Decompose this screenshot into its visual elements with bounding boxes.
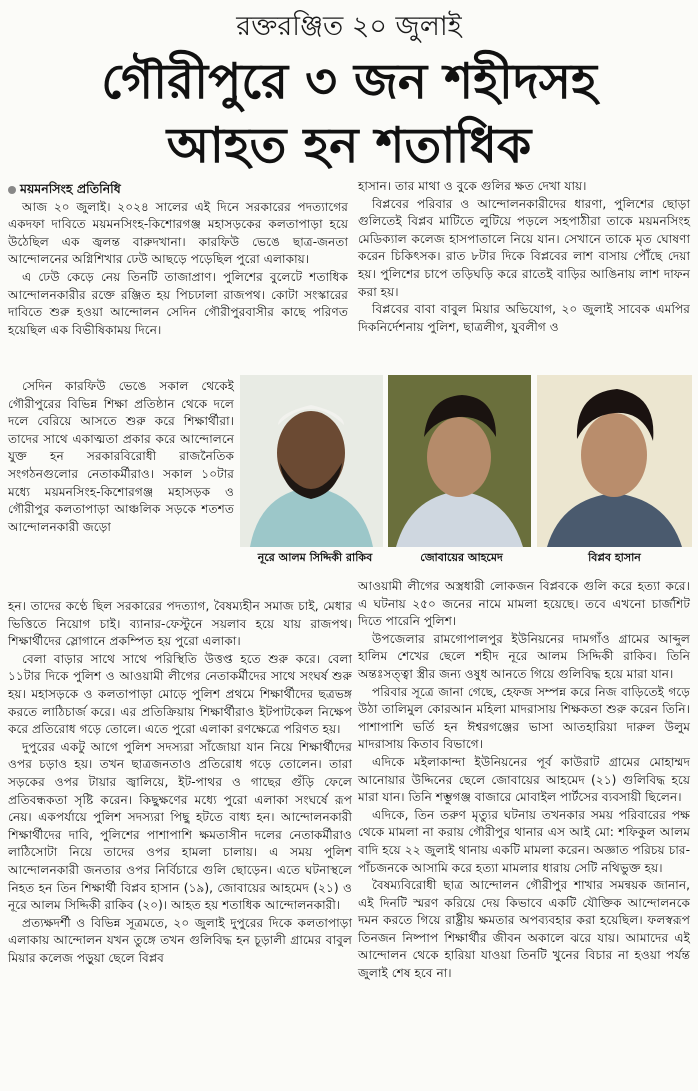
- paragraph: বৈষম্যবিরোধী ছাত্র আন্দোলন গৌরীপুর শাখার সমন্বয়ক জানান, এই দিনটি স্মরণ করিয়ে দেয় কিভাবে একটি যৌক্তিক আন্দোলনকে দমন করতে গিয়ে রাষ্ট্রীয় ক্ষমতার অপব্যবহার করা হয়েছিল। ফলস্বরূপ তিনজন নিষ্পাপ শিক্ষার্থীর জীবন অকালে ঝরে যায়। আমাদের এই আন্দোলন থেকে হারিয়া যাওয়া তিনটি খুনের বিচার না হওয়া পর্যন্ত জুলাই শেষ হবে না।: [358, 878, 690, 981]
- article-column-1-top: [8, 180, 348, 339]
- paragraph: আজ ২০ জুলাই। ২০২৪ সালের এই দিনে সরকারের পদত্যাগের একদফা দাবিতে ময়মনসিংহ-কিশোরগঞ্জ মহাসড়কের কলতাপাড়া হয়ে উঠেছিল এক জ্বলন্ত বারুদখানা। কারফিউ ভেঙে ছাত্র-জনতা আন্দোলনের অগ্নিশিখার ঢেউ আছড়ে পড়েছিল পুরো এলাকায়।: [8, 199, 348, 267]
- paragraph: বিপ্লবের পরিবার ও আন্দোলনকারীদের ধারণা, পুলিশের ছোড়া গুলিতেই বিপ্লব মাটিতে লুটিয়ে পড়লে সহপাঠীরা তাকে ময়মনসিংহ মেডিক্যাল কলেজ হাসপাতালে নিয়ে যান। সেখানে তাকে মৃত ঘোষণা করেন চিকিৎসক। রাত ৮টার দিকে বিপ্লবের লাশ বাসায় পৌঁছে দেয়া হয়। পুলিশের চাপে তড়িঘড়ি করে রাতেই বাড়ির আঙিনায় লাশ দাফন করা হয়।: [358, 196, 690, 299]
- kicker-title: রক্তরঞ্জিত ২০ জুলাই: [236, 11, 462, 42]
- paragraph: এদিকে, তিন তরুণ মৃত্যুর ঘটনায় তখনকার সময় পরিবারের পক্ষ থেকে মামলা না করায় গৌরীপুর থানার এস আই মো: শফিকুল আলম বাদি হয়ে ২২ জুলাই থানায় একটি মামলা করেন। অজ্ঞাত পরিচয় চার-পাঁচজনকে আসামি করে হত্যা মামলার ধারায় সেটি নথিভুক্ত হয়।: [358, 807, 690, 875]
- person-portrait-icon: [240, 375, 383, 547]
- paragraph: সেদিন কারফিউ ভেঙে সকাল থেকেই গৌরীপুরের বিভিন্ন শিক্ষা প্রতিষ্ঠান থেকে দলে দলে বেরিয়ে আসতে শুরু করে শিক্ষার্থীরা। তাদের সাথে একাত্মতা প্রকার করে আন্দোলনে যুক্ত হন সরকারবিরোধী রাজনৈতিক সংগঠনগুলোর নেতাকর্মীরাও। সকাল ১০টার মধ্যে ময়মনসিংহ-কিশোরগঞ্জ মহাসড়ক ও গৌরীপুর কলতাপাড়া আঞ্চলিক সড়কে শতশত আন্দোলনকারী জড়ো: [8, 379, 234, 534]
- paragraph: হাসান। তার মাথা ও বুকে গুলির ক্ষত দেখা যায়।: [358, 179, 587, 193]
- photo-caption: জোবায়ের আহমেদ: [420, 551, 503, 564]
- article-column-1-beside-photos: [8, 378, 234, 536]
- paragraph: হন। তাদের কণ্ঠে ছিল সরকারের পদত্যাগ, বৈষম্যহীন সমাজ চাই, মেধার ভিত্তিতে নিয়োগ চাই। ব্যানার-ফেস্টুনে সয়লাব হয়ে যায় রাজপথ। শিক্ষার্থীদের স্লোগানে প্রকম্পিত হয় পুরো এলাকা।: [8, 599, 352, 649]
- paragraph: দুপুরের একটু আগে পুলিশ সদস্যরা সাঁজোয়া যান নিয়ে শিক্ষার্থীদের ওপর চড়াও হয়। তখন ছাত্রজনতাও প্রতিরোধ গড়ে তোলেন। তারা সড়কের ওপর টায়ার জ্বালিয়ে, ইট-পাথর ও গাছের গুঁড়ি ফেলে প্রতিবন্ধকতা সৃষ্টি করেন। কিছুক্ষণের মধ্যে পুরো এলাকা সংঘর্ষে রূপ নেয়। একপর্যায়ে পুলিশ সদস্যরা পিছু হটতে বাধ্য হন। আন্দোলনকারী শিক্ষার্থীদের দাবি, পুলিশের পাশাপাশি ক্ষমতাসীন দলের নেতাকর্মীরাও লাঠিসোটা নিয়ে তাদের ওপর হামলা চালায়। এ সময় পুলিশ আন্দোলনকারী জনতার ওপর নির্বিচারে গুলি ছোড়েন। এতে ঘটনাস্থলে নিহত হন তিন শিক্ষার্থী বিপ্লব হাসান (১৯), জোবায়ের আহমেদ (২১) ও নূরে আলম সিদ্দিকী রাকিব (২০)। আহত হয় শতাধিক আন্দোলনকারী।: [8, 739, 352, 913]
- paragraph: এ ঢেউ কেড়ে নেয় তিনটি তাজাপ্রাণ। পুলিশের বুলেটে শতাধিক আন্দোলনকারীর রক্তে রঞ্জিত হয় পিচঢালা রাজপথ। কোটা সংস্কারের দাবিতে শুরু হওয়া আন্দোলন সেদিন গৌরীপুরবাসীর কাছে পরিণত হয়েছিল এক বিভীষিকাময় দিনে।: [8, 269, 348, 337]
- person-portrait-icon: [388, 375, 531, 547]
- paragraph: আওয়ামী লীগের অস্ত্রধারী লোকজন বিপ্লবকে গুলি করে হত্যা করে। এ ঘটনায় ২৫০ জনের নামে মামলা হয়েছে। তবে এখনো চার্জশিট দিতে পারেনি পুলিশ।: [358, 579, 690, 629]
- victim-photos: [240, 375, 692, 571]
- article-column-2-top: [358, 178, 690, 336]
- article-column-1-bottom: [8, 598, 352, 967]
- paragraph: পরিবার সূত্রে জানা গেছে, হেফজ সম্পন্ন করে নিজ বাড়িতেই গড়ে উঠা তালিমুল কোরআন মহিলা মাদরাসায় শিক্ষকতা শুরু করেন তিনি। পাশাপাশি ভর্তি হন ঈশ্বরগঞ্জের ভাসা আতহারিয়া দারুল উলুম মাদরাসায় কিতাব বিভাগে।: [358, 684, 690, 752]
- article-column-2-bottom: [358, 578, 690, 983]
- byline: ময়মনসিংহ প্রতিনিধি: [8, 180, 348, 198]
- paragraph: উপজেলার রামগোপালপুর ইউনিয়নের দামগাঁও গ্রামের আব্দুল হালিম শেখের ছেলে শহীদ নূরে আলম সিদ্দিকী রাকিব। তিনি অন্তঃসত্ত্বা স্ত্রীর জন্য ওষুধ আনতে গিয়ে গুলিবিদ্ধ হয়ে মারা যান।: [358, 631, 690, 681]
- paragraph: এদিকে মইলাকান্দা ইউনিয়নের পূর্ব কাউরাট গ্রামের মোহাম্মদ আনোয়ার উদ্দিনের ছেলে জোবায়ের আহমেদ (২১) গুলিবিদ্ধ হয়ে মারা যান। তিনি শম্ভুগঞ্জ বাজারে মোবাইল পার্টসের ব্যবসায়ী ছিলেন।: [358, 754, 690, 805]
- photo-caption: নূরে আলম সিদ্দিকী রাকিব: [257, 551, 373, 564]
- paragraph: বিপ্লবের বাবা বাবুল মিয়ার অভিযোগ, ২০ জুলাই সাবেক এমপির দিকনির্দেশনায় পুলিশ, ছাত্রলীগ, যুবলীগ ও: [358, 302, 690, 334]
- photo-jobayer: [388, 375, 531, 547]
- headline-line-2: আহত হন শতাধিক: [166, 117, 532, 174]
- photo-rakib: [240, 375, 383, 547]
- photo-caption: বিপ্লব হাসান: [588, 551, 641, 564]
- bullet-icon: [8, 186, 16, 194]
- person-portrait-icon: [537, 375, 692, 547]
- photo-biplob: [537, 375, 692, 547]
- headline-line-1: গৌরীপুরে ৩ জন শহীদসহ: [101, 53, 597, 110]
- paragraph: বেলা বাড়ার সাথে সাথে পরিস্থিতি উত্তপ্ত হতে শুরু করে। বেলা ১১টার দিকে পুলিশ ও আওয়ামী লীগের নেতাকর্মীদের সাথে সংঘর্ষ শুরু হয়। মহাসড়কে ও কলতাপাড়া মোড়ে পুলিশ প্রথমে শিক্ষার্থীদের ছত্রভঙ্গ করতে লাঠিচার্জ করে। এর প্রতিক্রিয়ায় শিক্ষার্থীরাও ইটপাটকেল নিক্ষেপ করে প্রতিরোধ গড়ে তোলে। এতে পুরো এলাকা রণক্ষেত্রে পরিণত হয়।: [8, 651, 352, 737]
- paragraph: প্রত্যক্ষদর্শী ও বিভিন্ন সূত্রমতে, ২০ জুলাই দুপুরের দিকে কলতাপাড়া এলাকায় আন্দোলন যখন তুঙ্গে তখন গুলিবিদ্ধ হন চূড়ালী গ্রামের বাবুল মিয়ার কলেজ পড়ুয়া ছেলে বিপ্লব: [8, 915, 352, 965]
